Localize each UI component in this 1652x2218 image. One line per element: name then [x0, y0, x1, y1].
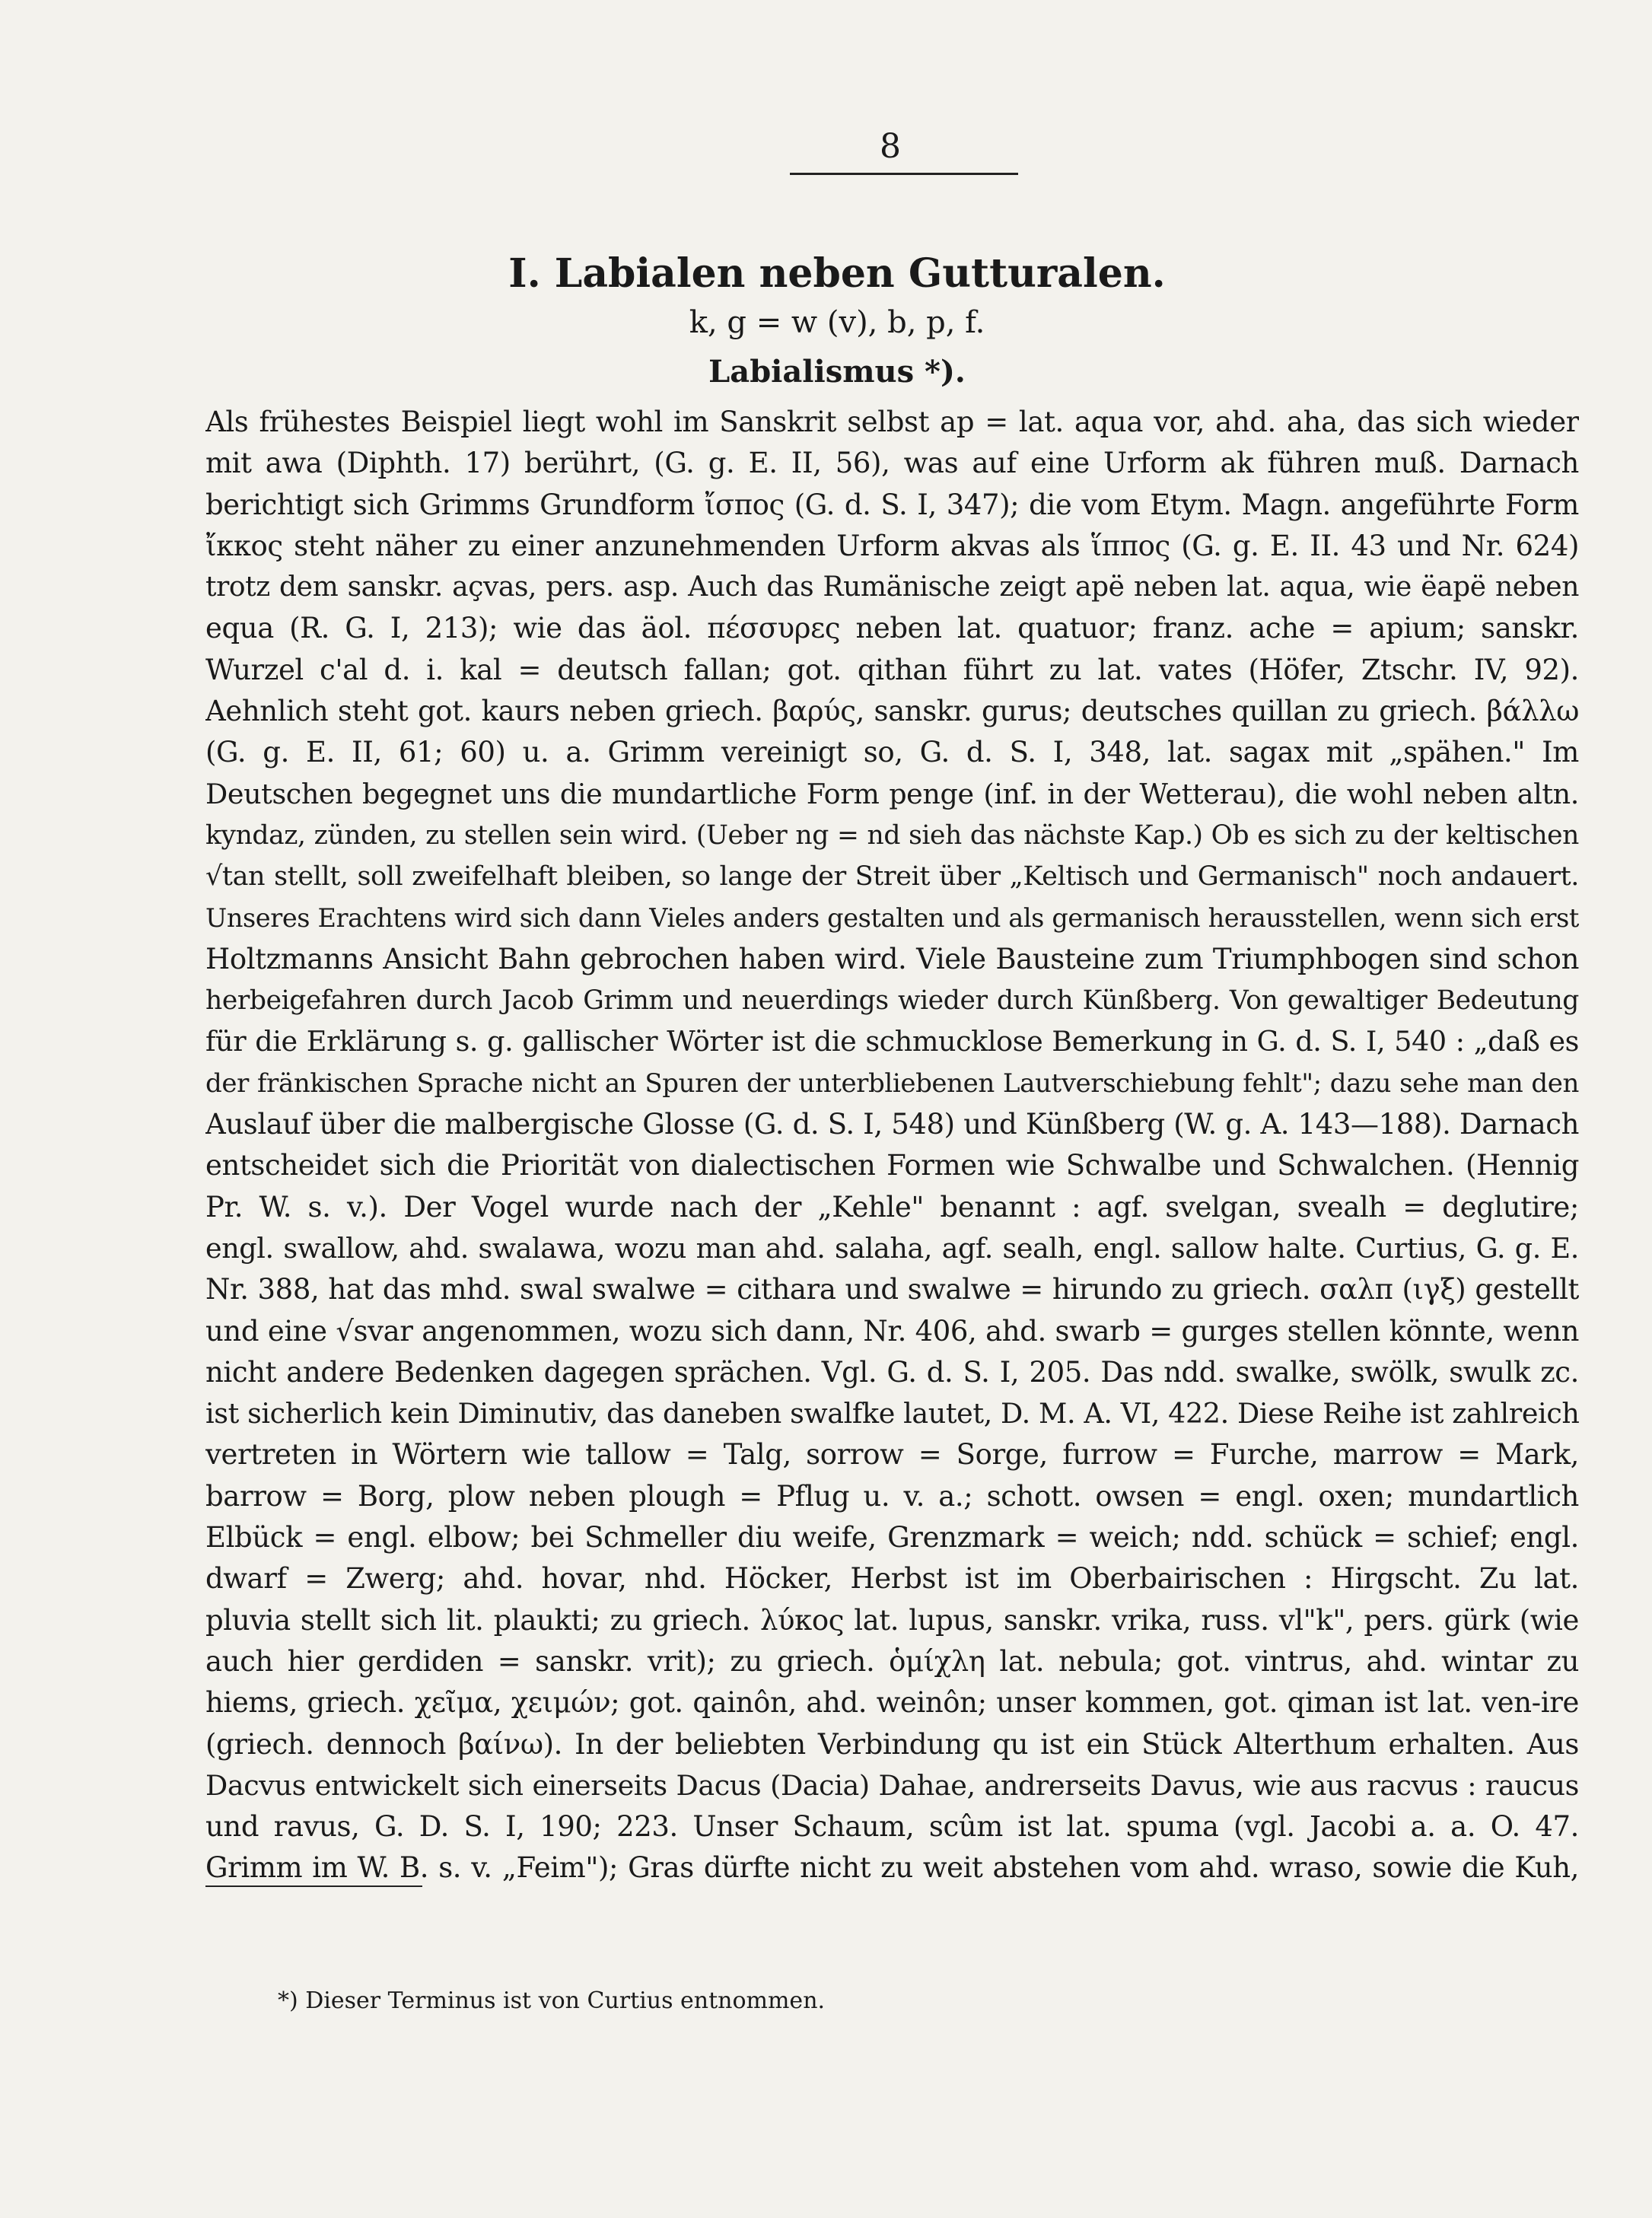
text-line: Auslauf über die malbergische Glosse (G. d. S. I, 548) und Künßberg (W. g. A. 143—188). Darnach — [205, 1108, 1579, 1141]
text-line: kyndaz, zünden, zu stellen sein wird. (Ueber ng = nd sieh das nächste Kap.) Ob es sich zu der keltischen — [205, 819, 1579, 851]
text-line: engl. swallow, ahd. swalawa, wozu man ahd. salaha, agf. sealh, engl. sallow halte. Curtius, G. g. E. — [205, 1231, 1579, 1265]
text-line: der fränkischen Sprache nicht an Spuren der unterbliebenen Lautverschiebung fehlt"; dazu sehe man den — [205, 1068, 1579, 1099]
text-line: vertreten in Wörtern wie tallow = Talg, sorrow = Sorge, furrow = Furche, marrow = Mark, — [205, 1438, 1579, 1472]
text-line: Grimm im W. B. s. v. „Feim"); Gras dürfte nicht zu weit abstehen vom ahd. wraso, sowie die Kuh, — [205, 1851, 1579, 1885]
text-line: nicht andere Bedenken dagegen sprächen. Vgl. G. d. S. I, 205. Das ndd. swalke, swölk, swulk zc. — [205, 1355, 1579, 1389]
text-line: Als frühestes Beispiel liegt wohl im Sanskrit selbst ap = lat. aqua vor, ahd. aha, das sich wieder — [205, 406, 1579, 438]
text-line: entscheidet sich die Priorität von dialectischen Formen wie Schwalbe und Schwalchen. (Hennig — [205, 1149, 1579, 1182]
text-line: und eine √svar angenommen, wozu sich dann, Nr. 406, ahd. swarb = gurges stellen könnte, wenn — [205, 1314, 1579, 1348]
text-line: Pr. W. s. v.). Der Vogel wurde nach der „Kehle" benannt : agf. svelgan, svealh = deglutire; — [205, 1190, 1579, 1224]
text-line: Deutschen begegnet uns die mundartliche Form penge (inf. in der Wetterau), die wohl neben altn. — [205, 777, 1579, 810]
text-line: und ravus, G. D. S. I, 190; 223. Unser Schaum, scûm ist lat. spuma (vgl. Jacobi a. a. O. 47. — [205, 1810, 1579, 1844]
text-line: hiems, griech. χεῖμα, χειμών; got. qainôn, ahd. weinôn; unser kommen, got. qiman ist lat. ven-ire — [205, 1686, 1579, 1720]
text-line: Holtzmanns Ansicht Bahn gebrochen haben wird. Viele Bausteine zum Triumphbogen sind schon — [205, 942, 1579, 975]
body-text — [205, 402, 1579, 1889]
sound-formula: k, g = w (v), b, p, f. — [689, 305, 985, 340]
text-line: trotz dem sanskr. açvas, pers. asp. Auch das Rumänische zeigt apë neben lat. aqua, wie ëapë neben — [205, 571, 1579, 603]
footnote: *) Dieser Terminus ist von Curtius entnommen. — [278, 1987, 826, 2014]
text-line: ist sicherlich kein Diminutiv, das daneben swalfke lautet, D. M. A. VI, 422. Diese Reihe ist zahlreich — [205, 1397, 1579, 1430]
section-heading: Labialismus *). — [708, 354, 966, 390]
text-line: (G. g. E. II, 61; 60) u. a. Grimm vereinigt so, G. d. S. I, 348, lat. sagax mit „spähen." Im — [205, 736, 1579, 769]
text-line: Wurzel c'al d. i. kal = deutsch fallan; got. qithan führt zu lat. vates (Höfer, Ztschr. IV, 92). — [205, 653, 1579, 686]
page-number-rule — [790, 173, 1018, 175]
text-line: √tan stellt, soll zweifelhaft bleiben, so lange der Streit über „Keltisch und Germanisch" noch andauert. — [205, 861, 1579, 893]
text-line: dwarf = Zwerg; ahd. hovar, nhd. Höcker, Herbst ist im Oberbairischen : Hirgscht. Zu lat. — [205, 1562, 1579, 1596]
text-line: Unseres Erachtens wird sich dann Vieles anders gestalten und als germanisch herausstellen, wenn sich erst — [205, 902, 1579, 933]
text-line: herbeigefahren durch Jacob Grimm und neuerdings wieder durch Künßberg. Von gewaltiger Bedeutung — [205, 985, 1579, 1017]
text-line: auch hier gerdiden = sanskr. vrit); zu griech. ὁμίχλη lat. nebula; got. vintrus, ahd. wintar zu — [205, 1644, 1579, 1678]
text-line: (griech. dennoch βαίνω). In der beliebten Verbindung qu ist ein Stück Alterthum erhalten. Aus — [205, 1727, 1579, 1761]
text-line: für die Erklärung s. g. gallischer Wörter ist die schmucklose Bemerkung in G. d. S. I, 540 : „daß es — [205, 1025, 1579, 1058]
text-line: Dacvus entwickelt sich einerseits Dacus (Dacia) Dahae, andrerseits Davus, wie aus racvus : raucus — [205, 1768, 1579, 1802]
text-line: equa (R. G. I, 213); wie das äol. πέσσυρες neben lat. quatuor; franz. ache = apium; sanskr. — [205, 612, 1579, 645]
text-line: Elbück = engl. elbow; bei Schmeller diu weife, Grenzmark = weich; ndd. schück = schief; engl. — [205, 1521, 1579, 1555]
text-line: mit awa (Diphth. 17) berührt, (G. g. E. II, 56), was auf eine Urform ak führen muß. Darnach — [205, 447, 1579, 480]
text-line: barrow = Borg, plow neben plough = Pflug u. v. a.; schott. owsen = engl. oxen; mundartlich — [205, 1479, 1579, 1513]
page-number: 8 — [880, 127, 901, 166]
chapter-title: I. Labialen neben Gutturalen. — [508, 250, 1166, 297]
text-line: Nr. 388, hat das mhd. swal swalwe = cithara und swalwe = hirundo zu griech. σαλπ (ιγξ) gestellt — [205, 1273, 1579, 1306]
text-line: berichtigt sich Grimms Grundform ἴσπος (G. d. S. I, 347); die vom Etym. Magn. angeführte Form — [205, 488, 1579, 521]
text-line: Aehnlich steht got. kaurs neben griech. βαρύς, sanskr. gurus; deutsches quillan zu griech. βάλλω — [205, 695, 1579, 728]
text-line: ἴκκος steht näher zu einer anzunehmenden Urform akvas als ἵππος (G. g. E. II. 43 und Nr. 624) — [205, 529, 1579, 562]
text-line: pluvia stellt sich lit. plaukti; zu griech. λύκος lat. lupus, sanskr. vrika, russ. vl"k", pers. gürk (wie — [205, 1603, 1579, 1637]
footnote-rule — [205, 1885, 422, 1887]
